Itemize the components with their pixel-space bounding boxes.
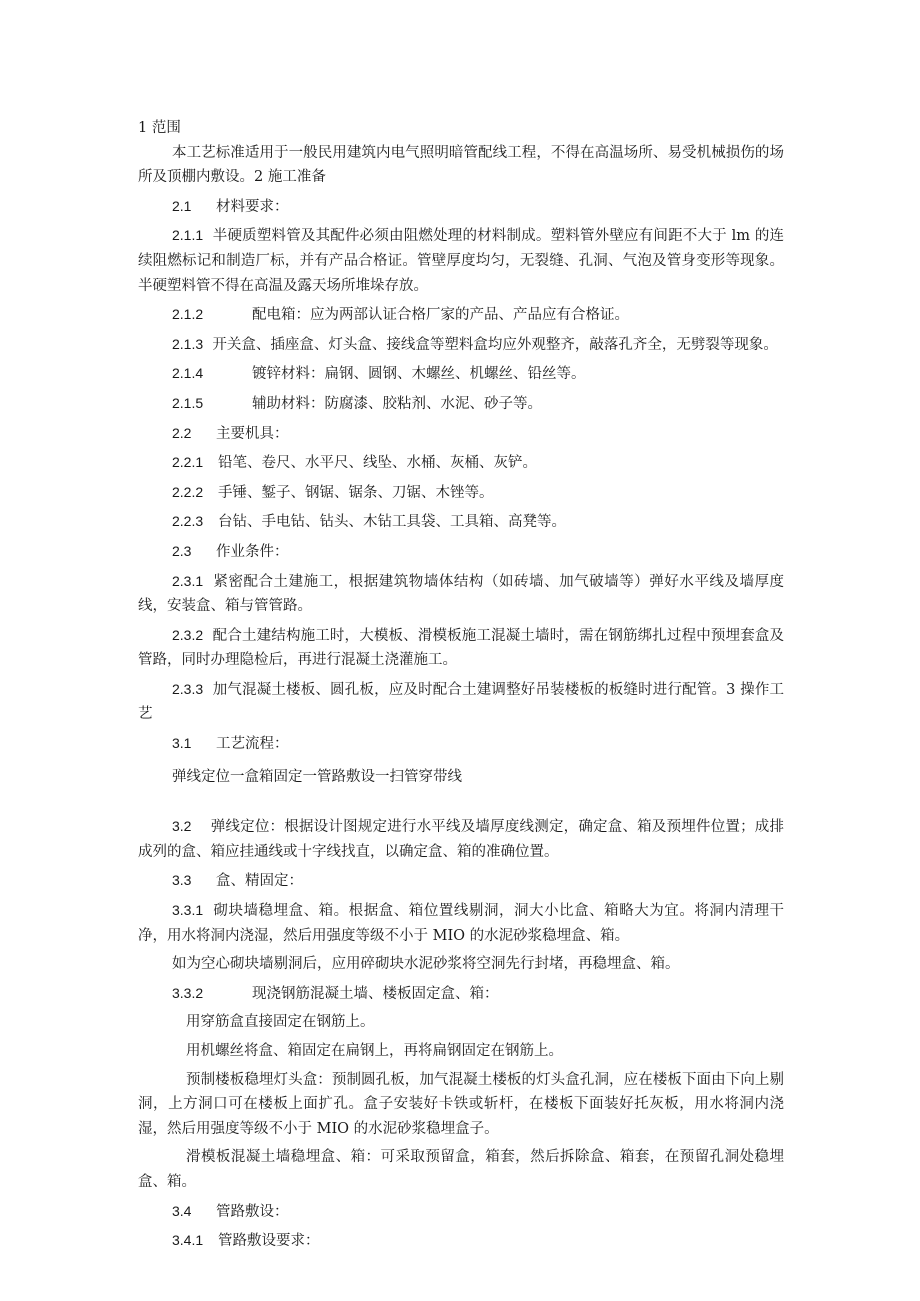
section-text: 镀锌材料：扁钢、圆钢、木螺丝、机螺丝、铅丝等。	[252, 366, 586, 383]
section-number: 2.1	[172, 197, 192, 214]
section-number: 3.3.2	[172, 984, 204, 1001]
section-text: 半硬质塑料管及其配件必须由阻燃处理的材料制成。塑料管外壁应有间距不大于 lm 的连续阻燃标记和制造厂标，并有产品合格证。管壁厚度均匀，无裂缝、孔洞、气泡及管身变形等现象。半硬塑料管不得在高温及露天场所堆垛存放。	[138, 228, 785, 294]
section-text: 盒、精固定：	[216, 873, 303, 890]
section-number: 3.3.1	[172, 902, 204, 919]
section-number: 2.2.2	[172, 483, 204, 500]
section-3-2	[138, 814, 784, 864]
section-3-3-2-item-c: 预制楼板稳埋灯头盒：预制圆孔板，加气混凝土楼板的灯头盒孔洞，应在楼板下面由下向上剔洞，上方洞口可在楼板上面扩孔。盒子安装好卡铁或斩杆，在楼板下面装好托灰板，用水将洞内浇湿，然后用强度等级不小于 MIO 的水泥砂浆稳埋盒子。	[138, 1071, 784, 1137]
section-text: 铅笔、卷尺、水平尺、线坠、水桶、灰桶、灰铲。	[218, 455, 537, 472]
section-text: 主要机具：	[216, 425, 289, 442]
section-2-1	[138, 194, 784, 220]
section-3-3-2-item-b: 用机螺丝将盒、箱固定在扁钢上，再将扁钢固定在钢筋上。	[186, 1043, 563, 1059]
section-text: 砌块墙稳埋盒、箱。根据盒、箱位置线剔洞，洞大小比盒、箱略大为宜。将洞内清理干净，用水将洞内浇湿，然后用强度等级不小于 MIO 的水泥砂浆稳埋盒、箱。	[138, 903, 785, 944]
section-2-2-3	[138, 509, 784, 535]
section-text: 紧密配合土建施工，根据建筑物墙体结构（如砖墙、加气破墙等）弹好水平线及墙厚度线，安装盒、箱与管管路。	[138, 573, 785, 615]
section-2-3	[138, 539, 784, 565]
section-number: 2.3	[172, 542, 192, 559]
section-text: 作业条件：	[216, 543, 289, 560]
section-2-2-2	[138, 480, 784, 506]
section-2-1-1	[138, 223, 784, 298]
section-number: 3.2	[172, 818, 192, 835]
section-text: 工艺流程：	[216, 736, 289, 753]
section-text: 弹线定位：根据设计图规定进行水平线及墙厚度线测定，确定盒、箱及预埋件位置；成排成列的盒、箱应挂通线或十字线找直，以确定盒、箱的准确位置。	[138, 819, 785, 860]
section-3-3-1	[138, 898, 784, 948]
section-number: 3.1	[172, 735, 192, 752]
section-2-2-1	[138, 450, 784, 476]
section-3-4	[138, 1199, 784, 1225]
section-number: 2.2.1	[172, 454, 204, 471]
section-number: 2.2	[172, 424, 192, 441]
section-3-3	[138, 868, 784, 894]
section-2-1-4	[138, 361, 784, 387]
section-2-3-2	[138, 623, 784, 673]
section-number: 2.3.3	[172, 680, 204, 697]
section-number: 2.1.2	[172, 306, 204, 323]
section-3-1	[138, 731, 784, 757]
section-text: 管路敷设要求：	[218, 1233, 320, 1250]
section-2-1-2	[138, 302, 784, 328]
section-2-3-3	[138, 677, 784, 727]
section-number: 2.1.3	[172, 335, 204, 352]
section-number: 2.3.2	[172, 626, 204, 643]
section-3-3-2	[138, 981, 784, 1007]
section-number: 3.4.1	[172, 1232, 204, 1249]
section-number: 2.3.1	[172, 572, 204, 589]
section-2-2	[138, 421, 784, 447]
section-number: 2.2.3	[172, 513, 204, 530]
section-text: 辅助材料：防腐漆、胶粘剂、水泥、砂子等。	[252, 395, 542, 412]
document-page	[138, 116, 784, 1254]
section-text: 材料要求：	[216, 198, 289, 215]
section-text: 管路敷设：	[216, 1203, 289, 1220]
scope-paragraph: 本工艺标准适用于一般民用建筑内电气照明暗管配线工程，不得在高温场所、易受机械损伤的场所及顶棚内敷设。2 施工准备	[138, 144, 784, 186]
section-3-3-1-note: 如为空心砌块墙剔洞后，应用碎砌块水泥砂浆将空洞先行封堵，再稳埋盒、箱。	[172, 956, 680, 973]
section-number: 3.4	[172, 1202, 192, 1219]
section-number: 2.1.5	[172, 394, 204, 411]
section-text: 手锤、錾子、钢锯、锯条、刀锯、木锉等。	[218, 484, 494, 501]
section-3-3-2-item-d: 滑模板混凝土墙稳埋盒、箱：可采取预留盒，箱套，然后拆除盒、箱套，在预留孔洞处稳埋盒、箱。	[138, 1149, 784, 1190]
section-2-3-1	[138, 569, 784, 619]
section-text: 现浇钢筋混凝土墙、楼板固定盒、箱：	[252, 985, 499, 1002]
section-2-1-3	[138, 332, 784, 358]
section-text: 开关盒、插座盒、灯头盒、接线盒等塑料盒均应外观整齐，敲落孔齐全，无劈裂等现象。	[212, 336, 778, 353]
section-number: 2.1.1	[172, 227, 204, 244]
section-text: 配电箱：应为两部认证合格厂家的产品、产品应有合格证。	[252, 307, 629, 324]
section-1-title: 1 范围	[138, 120, 181, 136]
process-flow: 弹线定位一盒箱固定一管路敷设一扫管穿带线	[172, 768, 462, 785]
section-3-3-2-item-a: 用穿筋盒直接固定在钢筋上。	[186, 1014, 375, 1031]
section-number: 3.3	[172, 872, 192, 889]
section-number: 2.1.4	[172, 365, 204, 382]
section-3-4-1	[138, 1228, 784, 1254]
section-2-1-5	[138, 391, 784, 417]
section-text: 台钻、手电钻、钻头、木钻工具袋、工具箱、高凳等。	[218, 514, 566, 531]
section-text: 加气混凝土楼板、圆孔板，应及时配合土建调整好吊装楼板的板缝时进行配管。3 操作工艺	[138, 681, 784, 723]
section-text: 配合土建结构施工时，大模板、滑模板施工混凝土墙时，需在钢筋绑扎过程中预埋套盒及管路，同时办理隐检后，再进行混凝土浇灌施工。	[138, 627, 785, 669]
